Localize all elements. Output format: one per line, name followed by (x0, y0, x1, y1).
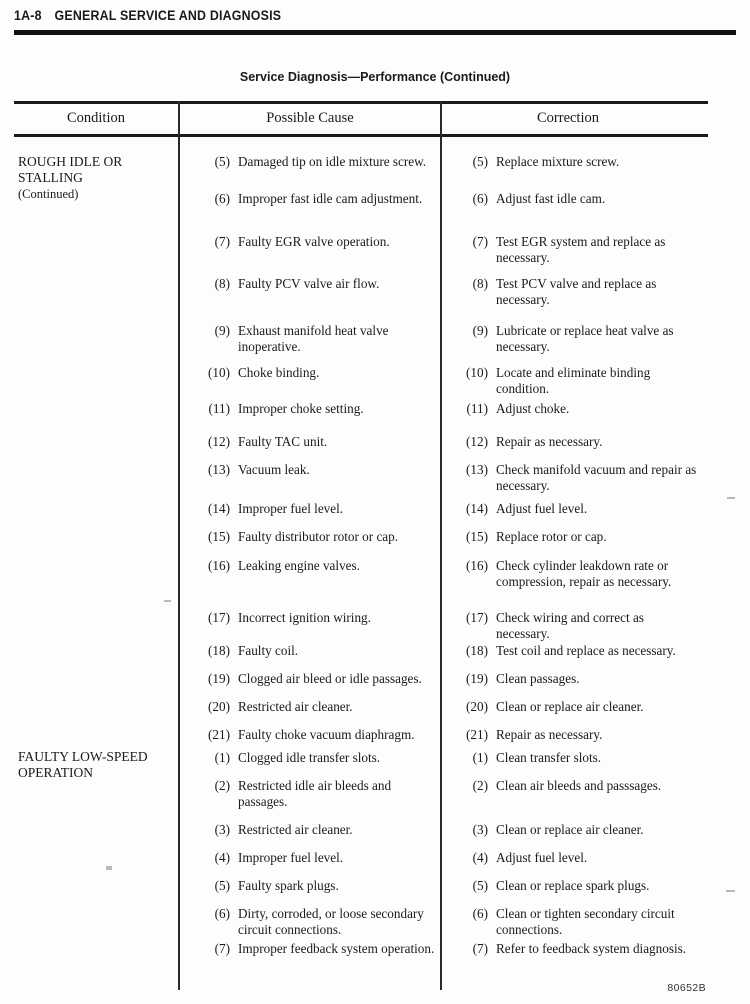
cause-item (192, 941, 436, 957)
cause-item (192, 529, 436, 545)
correction-item (450, 365, 698, 396)
cause-item-number: (7) (214, 234, 230, 249)
cause-item-number: (2) (214, 778, 230, 793)
cause-item-number: (6) (214, 191, 230, 206)
cause-item-text: Improper fuel level. (238, 850, 344, 865)
cause-item (192, 154, 436, 170)
correction-item-number: (10) (466, 365, 488, 380)
correction-item-text: Replace mixture screw. (496, 154, 620, 169)
cause-item-text: Dirty, corroded, or loose secondary circuit connections. (238, 906, 424, 937)
scan-artifact (106, 866, 112, 870)
correction-item-number: (18) (466, 643, 488, 658)
cause-item (192, 462, 436, 478)
correction-item (450, 643, 698, 659)
cause-item (192, 778, 436, 809)
cause-item-text: Faulty spark plugs. (238, 878, 339, 893)
cause-item-number: (5) (214, 154, 230, 169)
correction-item (450, 878, 698, 894)
cause-item-number: (5) (214, 878, 230, 893)
correction-item (450, 671, 698, 687)
correction-item-number: (5) (472, 878, 488, 893)
cause-item-number: (8) (214, 276, 230, 291)
table-title: Service Diagnosis—Performance (Continued) (239, 70, 511, 84)
cause-item-number: (12) (208, 434, 230, 449)
cause-item (192, 558, 436, 574)
correction-item-text: Adjust fuel level. (496, 850, 588, 865)
cause-item (192, 750, 436, 766)
correction-item (450, 750, 698, 766)
cause-item-number: (11) (208, 401, 230, 416)
cause-item (192, 323, 436, 354)
cause-item (192, 822, 436, 838)
correction-item (450, 154, 698, 170)
correction-item-number: (15) (466, 529, 488, 544)
cause-item-number: (17) (208, 610, 230, 625)
cause-item (192, 850, 436, 866)
cause-item-text: Exhaust manifold heat valve inoperative. (238, 323, 389, 354)
cause-item-text: Improper fast idle cam adjustment. (238, 191, 423, 206)
cause-item (192, 906, 436, 937)
correction-item (450, 276, 698, 307)
cause-item-text: Clogged idle transfer slots. (238, 750, 381, 765)
cause-item-text: Faulty choke vacuum diaphragm. (238, 727, 415, 742)
condition-text: ROUGH IDLE OR STALLING (18, 154, 123, 185)
page-number: 1A-8 (14, 8, 42, 23)
correction-item-number: (6) (472, 906, 488, 921)
correction-item-number: (19) (466, 671, 488, 686)
correction-item-text: Repair as necessary. (496, 727, 603, 742)
condition-text: FAULTY LOW-SPEED OPERATION (18, 749, 148, 780)
cause-item-number: (20) (208, 699, 230, 714)
correction-item-text: Adjust choke. (496, 401, 570, 416)
cause-item (192, 501, 436, 517)
cause-item (192, 671, 436, 687)
cause-item-text: Damaged tip on idle mixture screw. (238, 154, 427, 169)
correction-item-number: (3) (472, 822, 488, 837)
figure-number: 80652B (667, 982, 706, 994)
correction-item-number: (8) (472, 276, 488, 291)
correction-item-text: Test PCV valve and replace as necessary. (496, 276, 657, 307)
cause-item-number: (9) (214, 323, 230, 338)
table-top-rule (14, 101, 708, 104)
correction-item-number: (6) (472, 191, 488, 206)
condition-continued-note: (Continued) (18, 187, 79, 201)
cause-item-number: (7) (214, 941, 230, 956)
cause-item-text: Restricted idle air bleeds and passages. (238, 778, 392, 809)
cause-item-text: Improper fuel level. (238, 501, 344, 516)
cause-item-number: (1) (214, 750, 230, 765)
cause-item-text: Restricted air cleaner. (238, 822, 353, 837)
header-line (14, 8, 678, 23)
correction-item (450, 529, 698, 545)
correction-item-text: Refer to feedback system diagnosis. (496, 941, 687, 956)
correction-item (450, 941, 698, 957)
cause-item-text: Improper feedback system operation. (238, 941, 435, 956)
condition-label (18, 154, 176, 202)
cause-item-number: (19) (208, 671, 230, 686)
cause-item (192, 276, 436, 292)
cause-item-number: (13) (208, 462, 230, 477)
cause-item (192, 434, 436, 450)
cause-item-number: (21) (208, 727, 230, 742)
correction-item-number: (7) (472, 234, 488, 249)
correction-item-number: (7) (472, 941, 488, 956)
correction-item (450, 822, 698, 838)
correction-item-number: (5) (472, 154, 488, 169)
correction-item (450, 778, 698, 794)
table-header-rule (14, 134, 708, 137)
correction-item (450, 699, 698, 715)
correction-item-text: Adjust fuel level. (496, 501, 588, 516)
condition-label (18, 749, 176, 781)
correction-item-text: Check wiring and correct as necessary. (496, 610, 644, 641)
scan-artifact (726, 890, 735, 892)
correction-item (450, 610, 698, 641)
cause-item-text: Faulty EGR valve operation. (238, 234, 390, 249)
cause-item-number: (16) (208, 558, 230, 573)
correction-item-number: (21) (466, 727, 488, 742)
cause-item (192, 365, 436, 381)
correction-item (450, 558, 698, 589)
correction-item-text: Clean or replace air cleaner. (496, 822, 644, 837)
cause-item-text: Faulty distributor rotor or cap. (238, 529, 399, 544)
correction-item (450, 234, 698, 265)
scan-artifact (727, 497, 735, 499)
correction-item-text: Test coil and replace as necessary. (496, 643, 676, 658)
correction-item-text: Adjust fast idle cam. (496, 191, 606, 206)
column-header-condition: Condition (66, 110, 125, 126)
section-title: GENERAL SERVICE AND DIAGNOSIS (54, 8, 282, 23)
correction-item-text: Clean transfer slots. (496, 750, 602, 765)
correction-item-number: (2) (472, 778, 488, 793)
cause-item-text: Clogged air bleed or idle passages. (238, 671, 422, 686)
cause-item-text: Leaking engine valves. (238, 558, 360, 573)
cause-item-text: Faulty TAC unit. (238, 434, 328, 449)
cause-item-number: (6) (214, 906, 230, 921)
cause-item-number: (14) (208, 501, 230, 516)
correction-item-number: (20) (466, 699, 488, 714)
correction-item-text: Replace rotor or cap. (496, 529, 607, 544)
cause-item-text: Restricted air cleaner. (238, 699, 353, 714)
cause-item (192, 401, 436, 417)
scan-artifact (164, 600, 171, 602)
column-header-correction: Correction (536, 110, 599, 126)
cause-item-text: Faulty PCV valve air flow. (238, 276, 380, 291)
correction-item (450, 434, 698, 450)
cause-item-text: Incorrect ignition wiring. (238, 610, 371, 625)
cause-item (192, 234, 436, 250)
correction-item-text: Check cylinder leakdown rate or compression, repair as necessary. (496, 558, 672, 589)
column-header-possible-cause: Possible Cause (266, 110, 354, 126)
correction-item (450, 906, 698, 937)
cause-item (192, 878, 436, 894)
correction-item-text: Clean or replace spark plugs. (496, 878, 650, 893)
cause-item-number: (4) (214, 850, 230, 865)
cause-item (192, 699, 436, 715)
cause-item (192, 610, 436, 626)
cause-item-number: (18) (208, 643, 230, 658)
cause-item (192, 643, 436, 659)
correction-item (450, 501, 698, 517)
correction-item (450, 850, 698, 866)
correction-item (450, 727, 698, 743)
correction-item-number: (11) (466, 401, 488, 416)
correction-item-number: (1) (472, 750, 488, 765)
correction-item-number: (16) (466, 558, 488, 573)
cause-item (192, 191, 436, 207)
correction-item (450, 401, 698, 417)
correction-item-text: Repair as necessary. (496, 434, 603, 449)
correction-item (450, 323, 698, 354)
cause-item-text: Vacuum leak. (238, 462, 310, 477)
cause-item (192, 727, 436, 743)
correction-item-number: (17) (466, 610, 488, 625)
header-divider (14, 30, 736, 35)
cause-item-number: (10) (208, 365, 230, 380)
cause-item-text: Improper choke setting. (238, 401, 364, 416)
correction-item (450, 191, 698, 207)
correction-item-text: Clean or replace air cleaner. (496, 699, 644, 714)
correction-item-text: Check manifold vacuum and repair as necessary. (496, 462, 697, 493)
correction-item-text: Clean air bleeds and passsages. (496, 778, 662, 793)
cause-item-number: (15) (208, 529, 230, 544)
correction-item-number: (14) (466, 501, 488, 516)
correction-item-number: (12) (466, 434, 488, 449)
table-body (0, 146, 750, 1004)
correction-item-text: Locate and eliminate binding condition. (496, 365, 651, 396)
cause-item-text: Choke binding. (238, 365, 320, 380)
correction-item-text: Clean passages. (496, 671, 580, 686)
correction-item-text: Clean or tighten secondary circuit connections. (496, 906, 675, 937)
correction-item-number: (9) (472, 323, 488, 338)
cause-item-text: Faulty coil. (238, 643, 299, 658)
cause-item-number: (3) (214, 822, 230, 837)
correction-item-text: Lubricate or replace heat valve as necessary. (496, 323, 674, 354)
correction-item-text: Test EGR system and replace as necessary. (496, 234, 666, 265)
correction-item-number: (4) (472, 850, 488, 865)
correction-item-number: (13) (466, 462, 488, 477)
correction-item (450, 462, 698, 493)
